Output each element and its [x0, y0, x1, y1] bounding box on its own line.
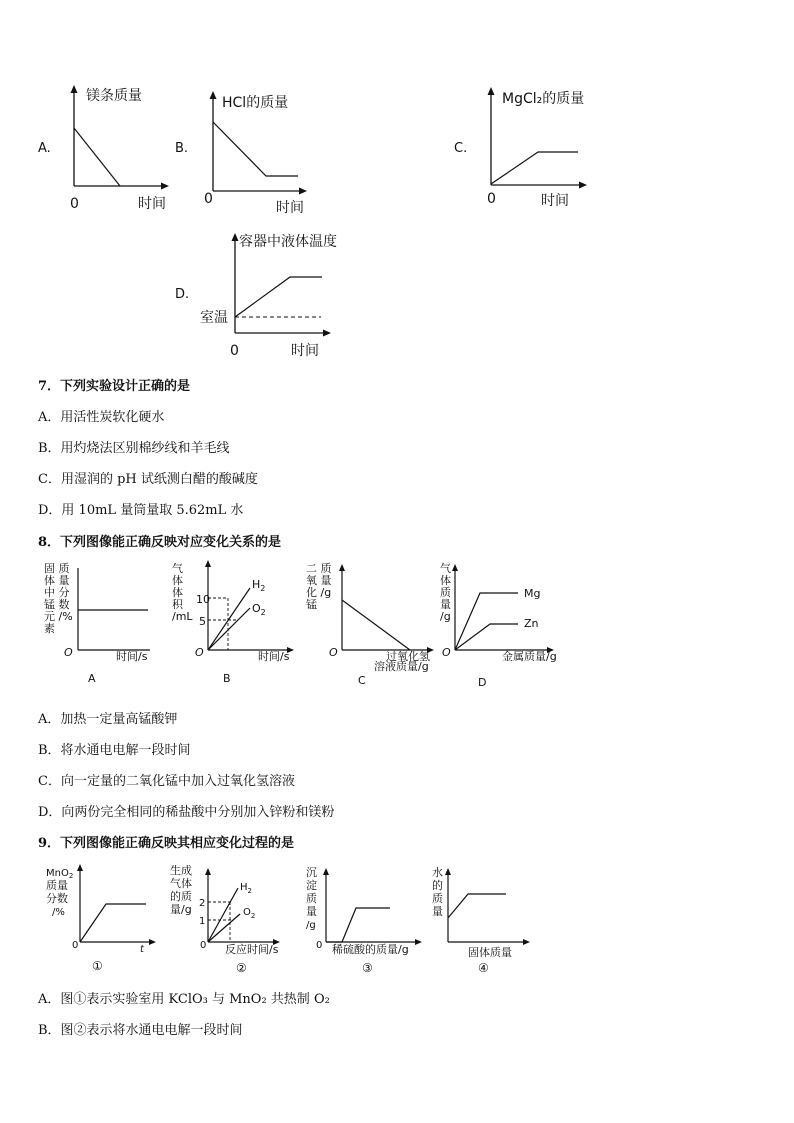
choice-d: D．用 10mL 量筒量取 5.62mL 水	[38, 503, 244, 518]
q9-graph-3	[306, 866, 422, 975]
origin-label: 0	[204, 191, 213, 207]
svg-text:/g: /g	[440, 610, 451, 623]
svg-text:MnO2: MnO$_2$	[46, 868, 74, 880]
series-label: $H_2$	[240, 882, 252, 895]
svg-text:的: 的	[432, 879, 443, 892]
svg-text:气: 气	[172, 562, 183, 575]
origin-label: O	[195, 646, 204, 659]
svg-text:/g: /g	[306, 920, 316, 931]
q9-graph-4	[432, 865, 530, 975]
choice-a: A．用活性炭软化硬水	[38, 410, 165, 425]
graph-caption: D	[478, 676, 487, 689]
room-temperature-label: 室温	[200, 310, 228, 326]
svg-text:溶液质量/g: 溶液质量/g	[374, 660, 429, 673]
svg-text:化 /g: 化 /g	[306, 586, 332, 599]
question-stem: 7．下列实验设计正确的是	[38, 379, 191, 394]
svg-text:体 量: 体 量	[44, 574, 70, 587]
y-axis-label	[46, 868, 73, 918]
origin-label: O	[329, 646, 338, 659]
q8-graph-c	[306, 561, 434, 687]
svg-text:固 质: 固 质	[44, 562, 70, 575]
option-letter: B.	[175, 141, 189, 156]
y-axis-label	[170, 863, 192, 916]
svg-text:二 质: 二 质	[306, 562, 332, 575]
y-axis-label: HCl的质量	[222, 95, 289, 111]
origin-label: O	[64, 646, 73, 659]
x-axis-label: 固体质量	[468, 946, 512, 959]
tick-label: 2	[199, 898, 206, 909]
q8-graph-a	[44, 561, 150, 685]
svg-text:积: 积	[172, 598, 183, 611]
graph-mgcl2-mass	[478, 84, 598, 214]
y-axis-label: 镁条质量	[86, 88, 142, 104]
svg-text:过氧化氢: 过氧化氢	[386, 650, 430, 663]
question-9-graphs	[40, 858, 760, 978]
y-axis-label	[432, 865, 443, 918]
x-axis-label: 时间	[276, 200, 304, 216]
x-axis-label: 时间	[138, 196, 166, 212]
svg-text:量: 量	[440, 598, 451, 611]
svg-text:元 /%: 元 /%	[44, 610, 73, 623]
graph-caption: B	[223, 672, 231, 685]
q9-choice-a: A．图①表示实验室用 KClO₃ 与 MnO₂ 共热制 O₂	[38, 992, 330, 1007]
svg-text:的质: 的质	[170, 890, 192, 903]
origin-label: O	[442, 646, 451, 659]
origin-label: 0	[230, 343, 239, 359]
x-axis-label: 时间	[541, 193, 569, 209]
origin-label: 0	[487, 191, 496, 207]
svg-text:素: 素	[44, 622, 55, 635]
x-axis-label: 时间/s	[258, 650, 290, 663]
q8-choice-a: A．加热一定量高锰酸钾	[38, 712, 178, 727]
y-axis-label	[306, 561, 332, 611]
svg-text:量: 量	[306, 905, 317, 918]
series-label: $O_2$	[243, 907, 256, 920]
x-axis-label: t	[140, 944, 144, 955]
svg-text:沉: 沉	[306, 866, 317, 879]
svg-text:质: 质	[440, 586, 451, 599]
svg-text:氧 量: 氧 量	[306, 574, 332, 587]
svg-text:气: 气	[440, 562, 451, 575]
question-9-stem: 9．下列图像能正确反映其相应变化过程的是	[38, 836, 295, 851]
graph-caption: ④	[478, 961, 489, 975]
y-axis-label	[306, 866, 317, 931]
graph-caption: ②	[236, 961, 247, 975]
q8-choice-c: C．向一定量的二氧化锰中加入过氧化氢溶液	[38, 774, 295, 789]
graph-magnesium-mass	[60, 82, 180, 212]
x-axis-label: 时间/s	[116, 650, 148, 663]
tick-label: 10	[196, 593, 210, 606]
svg-text:量: 量	[432, 905, 443, 918]
choice-c: C．用湿润的 pH 试纸测白醋的酸碱度	[38, 472, 258, 487]
svg-text:锰 数: 锰 数	[44, 598, 70, 611]
svg-text:分数: 分数	[46, 892, 68, 905]
graph-caption: ③	[362, 961, 373, 975]
y-axis-label	[440, 561, 451, 623]
q8-choice-b: B．将水通电电解一段时间	[38, 743, 191, 758]
svg-text:体: 体	[172, 586, 183, 599]
svg-text:体: 体	[440, 574, 451, 587]
svg-text:质: 质	[432, 892, 443, 905]
question-8-stem: 8．下列图像能正确反映对应变化关系的是	[38, 535, 282, 550]
q8-graph-b	[172, 560, 294, 685]
x-axis-label: 金属质量/g	[502, 650, 557, 663]
graph-liquid-temperature	[195, 230, 355, 360]
origin-label: 0	[316, 940, 323, 951]
option-letter: A.	[38, 141, 51, 156]
svg-text:质量: 质量	[46, 879, 68, 892]
svg-text:水: 水	[432, 866, 443, 879]
tick-label: 1	[199, 916, 206, 927]
svg-text:/%: /%	[52, 907, 65, 918]
graph-hcl-mass	[200, 88, 320, 218]
svg-text:/mL: /mL	[172, 610, 193, 623]
q8-graph-d	[440, 561, 557, 689]
q9-choice-b: B．图②表示将水通电电解一段时间	[38, 1023, 243, 1038]
origin-label: 0	[72, 940, 79, 951]
svg-text:体: 体	[172, 574, 183, 587]
svg-text:气体: 气体	[170, 877, 192, 890]
question-8-graphs	[40, 560, 760, 690]
option-letter: C.	[454, 141, 468, 156]
tick-label: 5	[199, 615, 206, 628]
x-axis-label: 反应时间/s	[225, 943, 279, 956]
graph-caption: A	[88, 672, 96, 685]
svg-text:质: 质	[306, 892, 317, 905]
svg-text:量/g: 量/g	[170, 903, 192, 916]
y-axis-label	[44, 561, 73, 635]
option-letter: D.	[175, 287, 190, 302]
series-label: $H_2$	[252, 578, 266, 593]
y-axis-label	[172, 561, 193, 623]
origin-label: 0	[200, 940, 207, 951]
x-axis-label: 稀硫酸的质量/g	[332, 943, 409, 956]
series-label: Mg	[524, 587, 541, 600]
x-axis-label: 时间	[291, 343, 319, 359]
series-label: $O_2$	[252, 602, 266, 617]
y-axis-label: 容器中液体温度	[239, 234, 337, 250]
series-label: Zn	[524, 617, 539, 630]
graph-caption: ①	[92, 959, 103, 973]
q9-graph-1	[46, 864, 156, 973]
svg-text:生成: 生成	[170, 864, 192, 877]
q8-choice-d: D．向两份完全相同的稀盐酸中分别加入锌粉和镁粉	[38, 805, 335, 820]
y-axis-label: MgCl₂的质量	[502, 91, 585, 107]
svg-text:锰: 锰	[306, 598, 317, 611]
q9-graph-2	[170, 863, 280, 975]
choice-b: B．用灼烧法区别棉纱线和羊毛线	[38, 441, 230, 456]
svg-text:淀: 淀	[306, 879, 317, 892]
svg-text:中 分: 中 分	[44, 586, 70, 599]
graph-caption: C	[358, 674, 366, 687]
origin-label: 0	[70, 196, 79, 212]
